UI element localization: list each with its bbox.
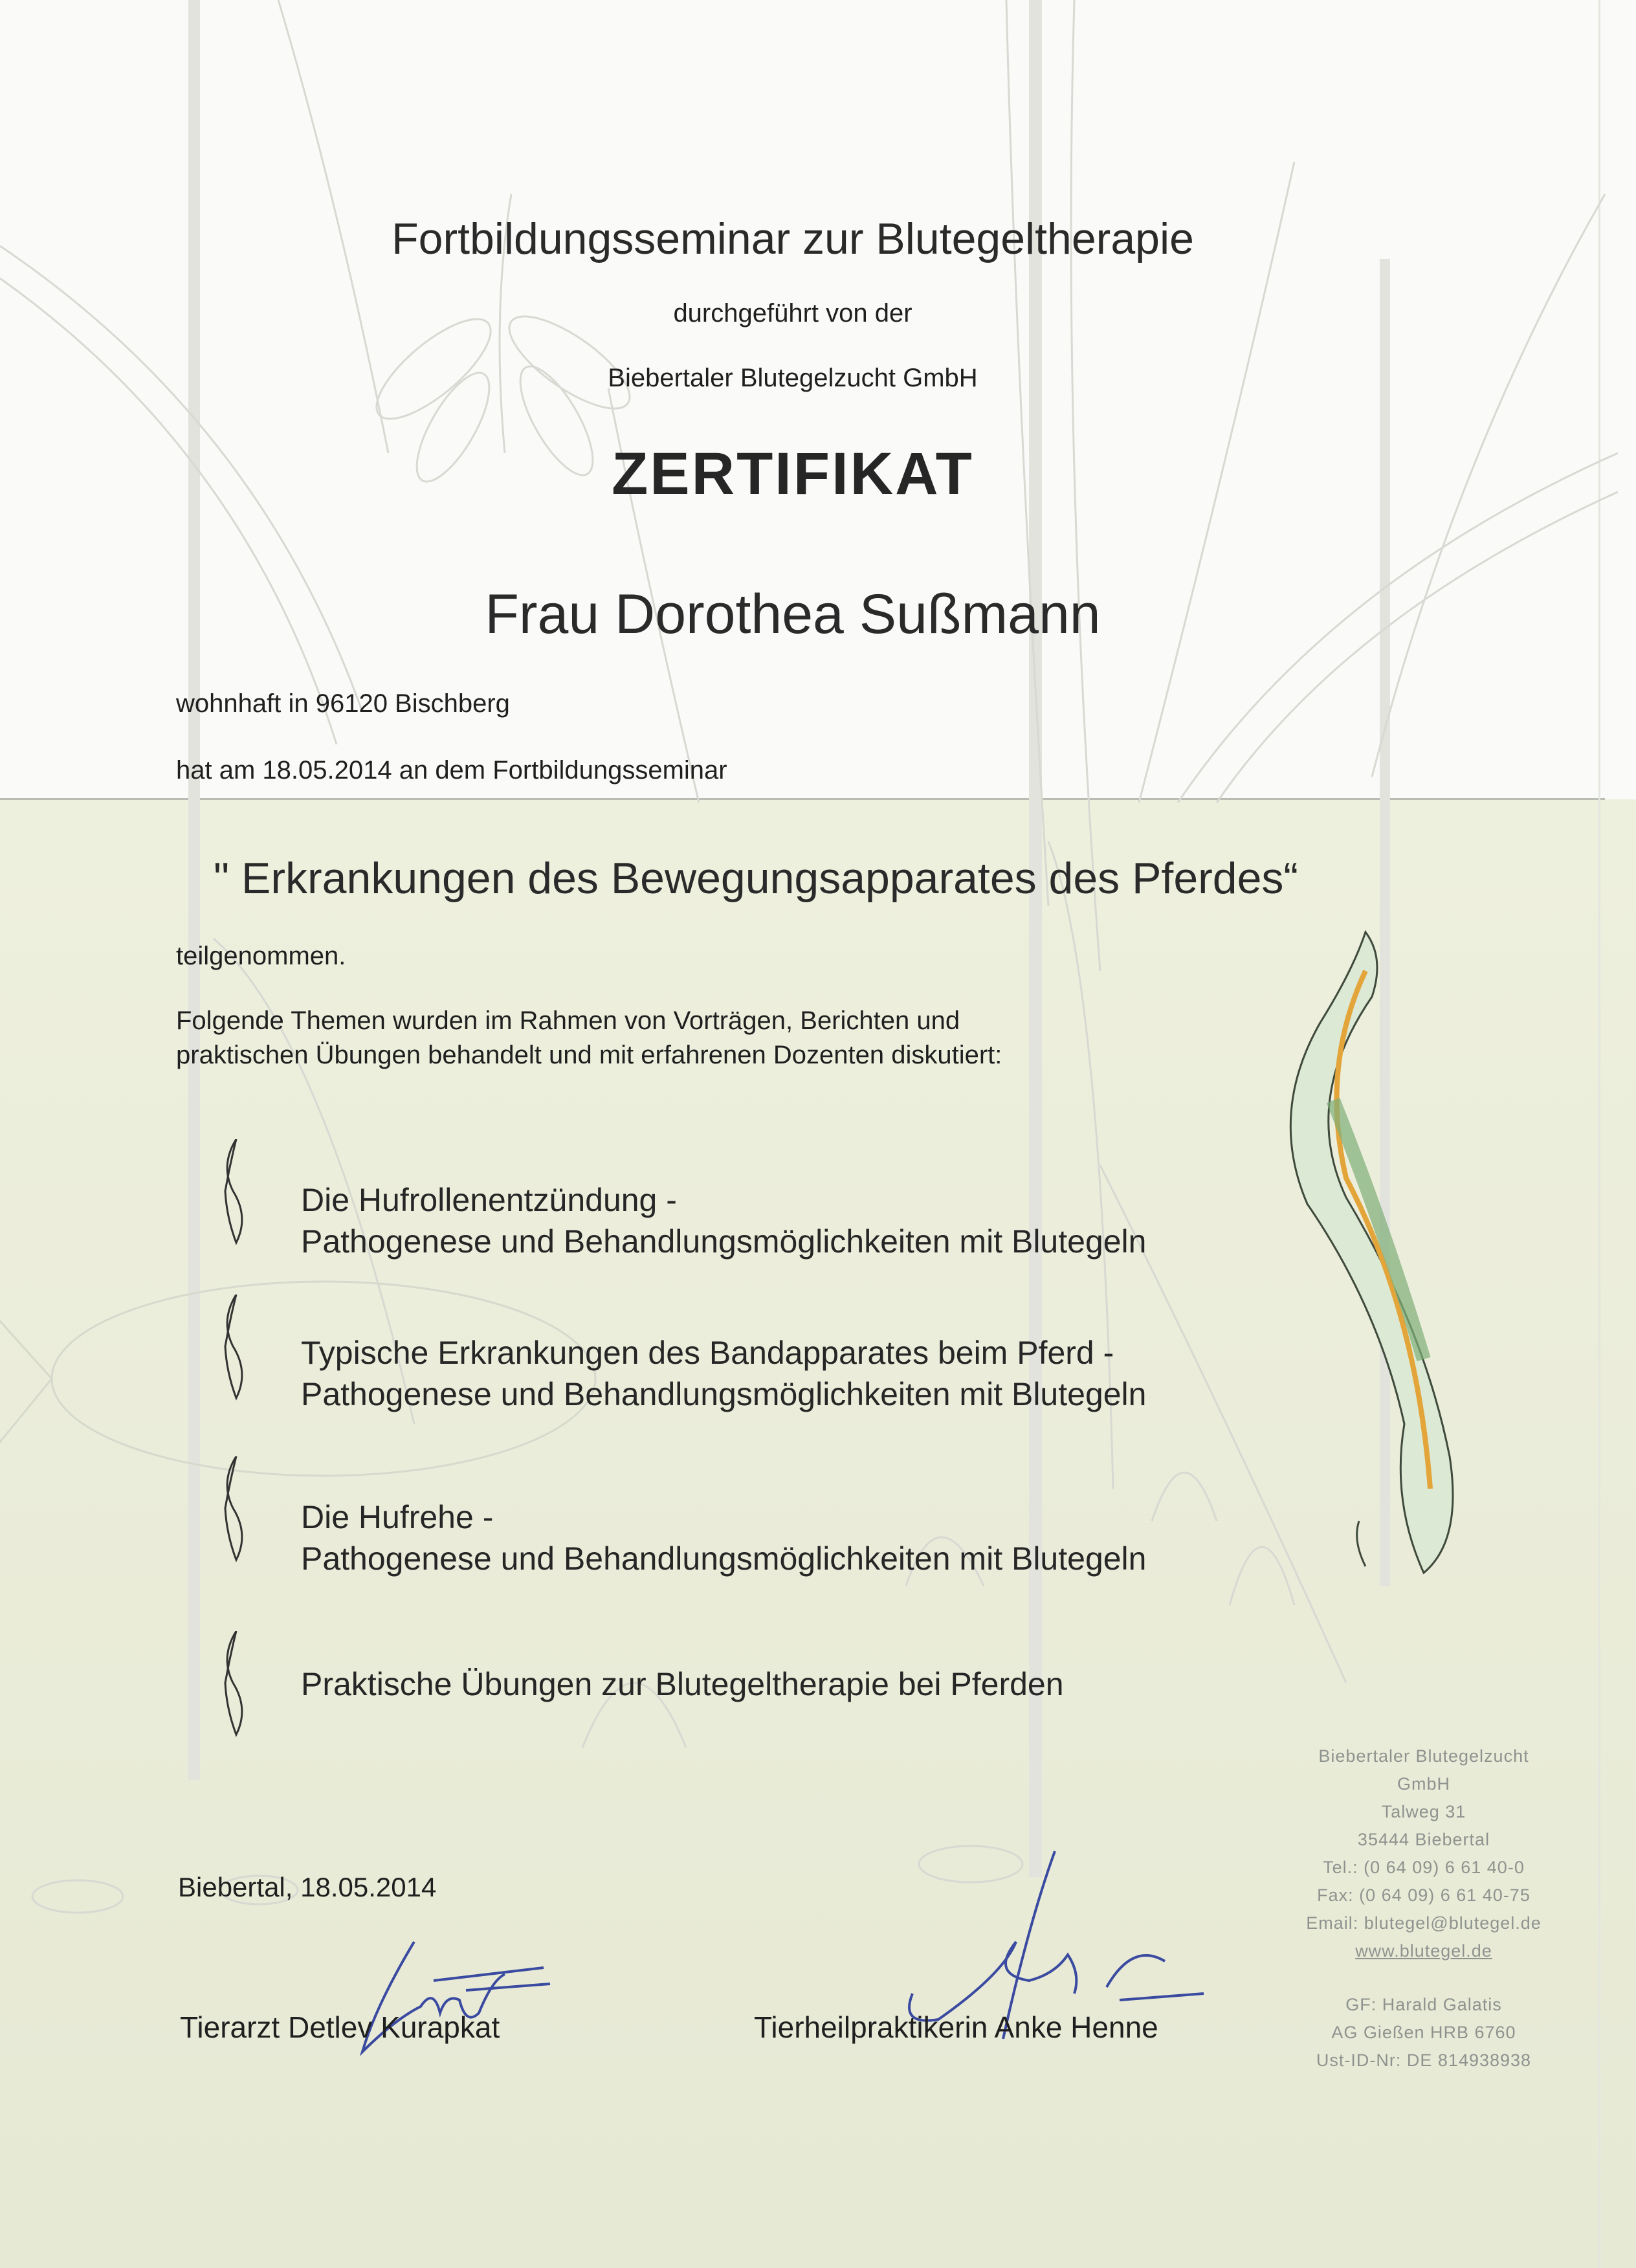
stamp-line: Talweg 31 [1381, 1802, 1466, 1821]
topic-line-1: Die Hufrehe - [301, 1499, 494, 1535]
stamp-line: Ust-ID-Nr: DE 814938938 [1316, 2051, 1532, 2070]
stamp-line: 35444 Biebertal [1357, 1830, 1490, 1849]
stamp-line: GmbH [1397, 1774, 1450, 1794]
certificate-heading: ZERTIFIKAT [612, 441, 974, 507]
topic-item [301, 1496, 1146, 1579]
stamp-line: Fax: (0 64 09) 6 61 40-75 [1317, 1885, 1531, 1905]
leech-illustration [1290, 932, 1453, 1573]
signature-left [337, 1929, 582, 2071]
topic-line-1: Typische Erkrankungen des Bandapparates beim Pferd - [301, 1335, 1114, 1371]
stamp-line: Tel.: (0 64 09) 6 61 40-0 [1323, 1858, 1525, 1877]
topic-line-2: Pathogenese und Behandlungsmöglichkeiten mit Blutegeln [301, 1223, 1147, 1260]
stamp-line: GF: Harald Galatis [1345, 1995, 1502, 2014]
topic-item [301, 1179, 1146, 1262]
organizer-name: Biebertaler Blutegelzucht GmbH [608, 364, 978, 392]
place-date: Biebertal, 18.05.2014 [178, 1872, 437, 1902]
by-line: durchgeführt von der [673, 299, 912, 328]
topic-line-1: Praktische Übungen zur Blutegeltherapie bei Pferden [301, 1666, 1064, 1702]
signer-left-label: Tierarzt Detlev Kurapkat [180, 2010, 500, 2044]
course-title: " Erkrankungen des Bewegungsapparates des Pferdes“ [214, 854, 1299, 903]
topic-line-2: Pathogenese und Behandlungsmöglichkeiten mit Blutegeln [301, 1540, 1147, 1577]
topic-line-2: Pathogenese und Behandlungsmöglichkeiten mit Blutegeln [301, 1376, 1147, 1412]
residence-line: wohnhaft in 96120 Bischberg [176, 689, 510, 718]
intro-line-1: Folgende Themen wurden im Rahmen von Vorträgen, Berichten und [176, 1006, 960, 1035]
topic-line-1: Die Hufrollenentzündung - [301, 1182, 677, 1218]
seminar-title: Fortbildungsseminar zur Blutegeltherapie [392, 214, 1194, 263]
stamp-website: www.blutegel.de [1355, 1941, 1492, 1961]
participated-text: teilgenommen. [176, 942, 346, 970]
signer-right-label: Tierheilpraktikerin Anke Henne [754, 2010, 1158, 2044]
leech-bullet-icon [214, 1295, 259, 1405]
topic-item [301, 1663, 1064, 1705]
stamp-line: AG Gießen HRB 6760 [1331, 2023, 1516, 2042]
stamp-line: Biebertaler Blutegelzucht [1318, 1746, 1529, 1766]
leech-bullet-icon [214, 1139, 259, 1249]
leech-bullet-icon [214, 1631, 259, 1741]
leech-bullet-icon [214, 1456, 259, 1566]
stamp-line: Email: blutegel@blutegel.de [1306, 1913, 1542, 1933]
company-stamp [1243, 1742, 1605, 2074]
intro-line-2: praktischen Übungen behandelt und mit erfahrenen Dozenten diskutiert: [176, 1041, 1002, 1069]
participant-name: Frau Dorothea Sußmann [485, 583, 1101, 645]
attendance-line: hat am 18.05.2014 an dem Fortbildungsseminar [176, 756, 727, 784]
topic-item [301, 1332, 1146, 1415]
